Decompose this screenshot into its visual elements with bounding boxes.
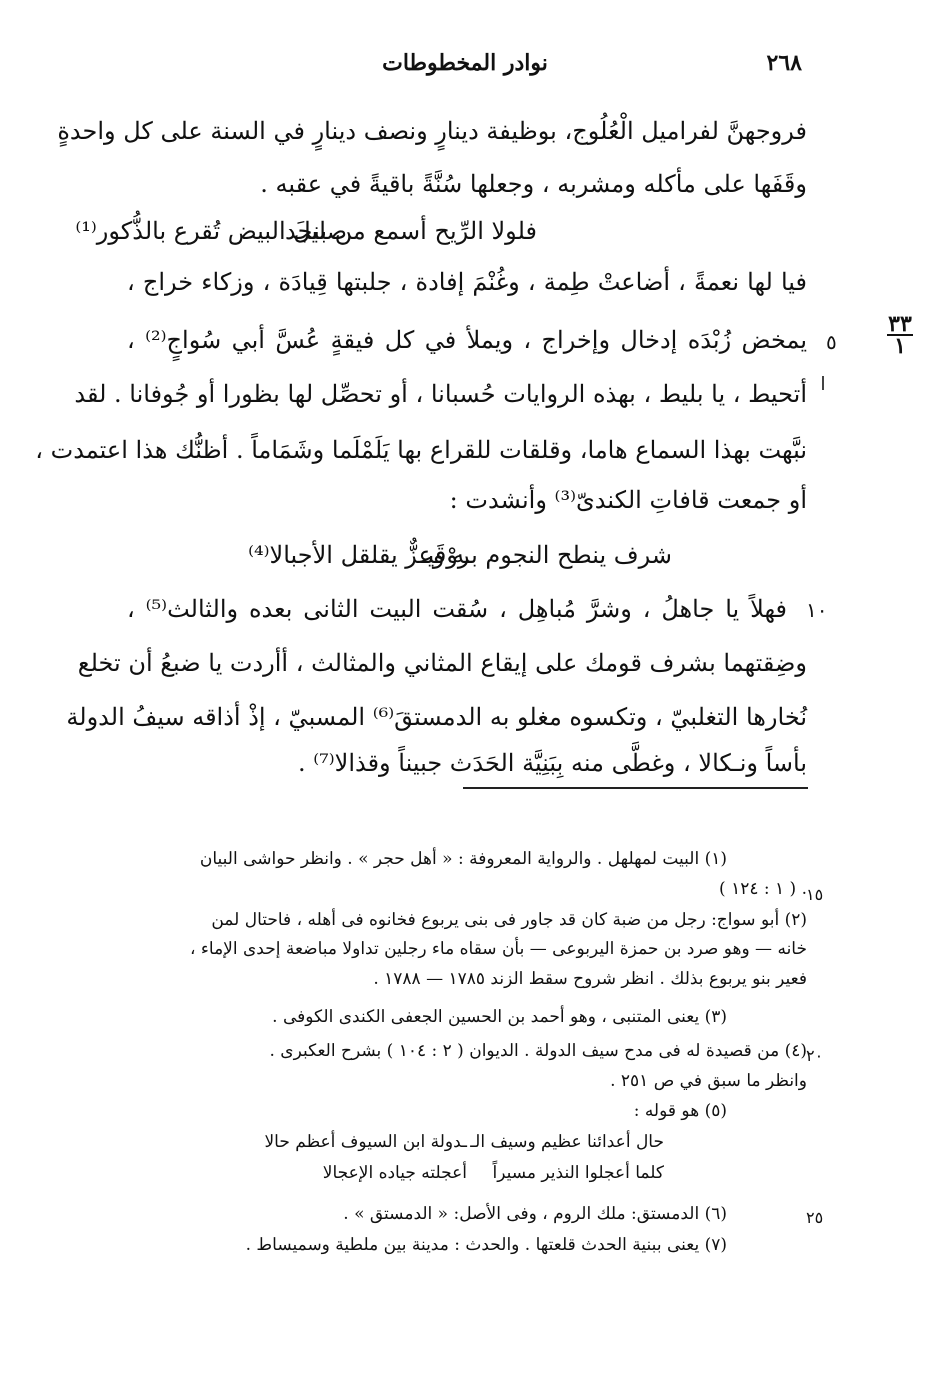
footnote-line: فعير بنو يربوع بذلك . انظر شروح سقط الزند ١٧٨٥ — ١٧٨٨ .: [373, 969, 807, 989]
body-line: يمخض زُبْدَه إدخال وإخراج ، ويملأ في كل فيقةٍ عُسَّ أبي سُواجٍ⁽²⁾ ،: [127, 326, 807, 354]
line-number: ٢٥: [806, 1208, 824, 1227]
footnote-verse-hemistich: حال أعدائنا عظيم وسيف الـ: [470, 1132, 664, 1152]
body-line: أو جمعت قافاتِ الكندىّ⁽³⁾ وأنشدت :: [449, 486, 807, 514]
page-number: ٢٦٨: [766, 50, 802, 76]
body-line: نُخارها التغلبيّ ، وتكسوه مغلو به الدمستقَ⁽⁶⁾ المسبيّ ، إذْ أذاقه سيفُ الدولة: [66, 703, 807, 731]
footnote-line: . ( ١ : ١٢٤ ): [719, 879, 807, 899]
body-line: وضِقتهما بشرف قومك على إيقاع المثاني والمثالث ، أأردت يا ضبعُ أن تخلع: [77, 649, 807, 677]
footnote-line: (٢) أبو سواج: رجل من ضبة كان قد جاور فى بنى يربوع فخانوه فى أهله ، فاحتال لمن: [211, 910, 807, 930]
footnote-line: وانظر ما سبق في ص ٢٥١ .: [610, 1071, 807, 1091]
footnote-line: (١) البيت لمهلهل . والرواية المعروفة : « أهل حجر » . وانظر حواشى البيان: [199, 849, 727, 869]
footnote-line: (٤) من قصيدة له فى مدح سيف الدولة . الديوان ( ٢ : ١٠٤ ) بشرح العكبرى .: [269, 1041, 807, 1061]
line-number: ١٠: [806, 598, 828, 622]
verse-hemistich: شرف ينطح النجوم بروْقَيـ: [420, 541, 672, 569]
body-line: وقَفَها على مأكله ومشربه ، وجعلها سُنَّةً باقيةً في عقبه .: [260, 170, 807, 198]
footnote-line: (٧) يعنى ببنية الحدث قلعتها . والحدث : مدينة بين ملطية وسميساط .: [245, 1235, 727, 1255]
body-line: فروجهنَّ لفراميل الْعُلُوج، بوظيفة دينارٍ ونصف دينارٍ في السنة على كل واحدةٍ: [57, 117, 807, 145]
footnote-verse-hemistich: كلما أعجلوا النذير مسيراً: [492, 1163, 664, 1183]
margin-folio-top: ٣٣: [888, 311, 912, 337]
footnote-verse-hemistich: أعجلته جياده الإعجالا: [322, 1163, 467, 1183]
footnote-separator: [463, 787, 808, 789]
body-line: فيا لها نعمةً ، أضاعتْ طِمة ، وغُنْمَ إفادة ، جلبتها قِيادَة ، وزكاء خراج ،: [127, 268, 807, 296]
running-title: نوادر المخطوطات: [382, 50, 548, 76]
body-line: فهلاً يا جاهلُ ، وشرَّ مُباهِل ، سُقت البيت الثانى بعده والثالث⁽⁵⁾ ،: [127, 595, 787, 623]
footnote-line: (٣) يعنى المتنبى ، وهو أحمد بن الحسين الجعفى الكندى الكوفى .: [272, 1007, 727, 1027]
line-number: ٢٠: [806, 1046, 824, 1065]
line-number: ٥: [826, 330, 837, 354]
body-line: أتحيط ، يا بليط ، بهذه الروايات حُسبانا ، أو تحصِّل لها بظورا أو جُوفانا . لقد: [74, 380, 807, 408]
body-line: نبَّهت بهذا السماع هاما، وقلقات للقراع بها يَلَمْلَما وشَمَاماً . أظنُّك هذا اعتمدت ،: [35, 436, 807, 464]
footnote-verse-hemistich: ـدولة ابن السيوف أعظم حالا: [264, 1132, 467, 1152]
margin-folio-bottom: ١: [894, 333, 906, 359]
footnote-line: خانه — وهو صرد بن حمزة اليربوعى — بأن سقاه ماء رجلين تداولا مباضعة إحدى الإماء ،: [190, 939, 807, 959]
verse-hemistich: صليلَ البيض تُقرع بالذُّكور⁽¹⁾: [75, 217, 347, 245]
margin-folio-note: [884, 311, 916, 359]
body-line: بأساً ونـكالا ، وغطَّى منه بِبَنِيَّة الحَدَث جبيناً وقذالا⁽⁷⁾ .: [297, 749, 807, 777]
page-header: [120, 50, 810, 90]
verse-hemistich: فلولا الرِّيح أسمع من بنجد: [285, 217, 537, 245]
footnote-line: (٥) هو قوله :: [633, 1101, 727, 1121]
footnote-line: (٦) الدمستق: ملك الروم ، وفى الأصل: « الدمستق » .: [343, 1204, 727, 1224]
line-number: ١٥: [806, 885, 824, 904]
margin-mark: [822, 376, 824, 390]
verse-hemistich: ـه وعزٌّ يقلقل الأجبالا⁽⁴⁾: [248, 541, 472, 569]
